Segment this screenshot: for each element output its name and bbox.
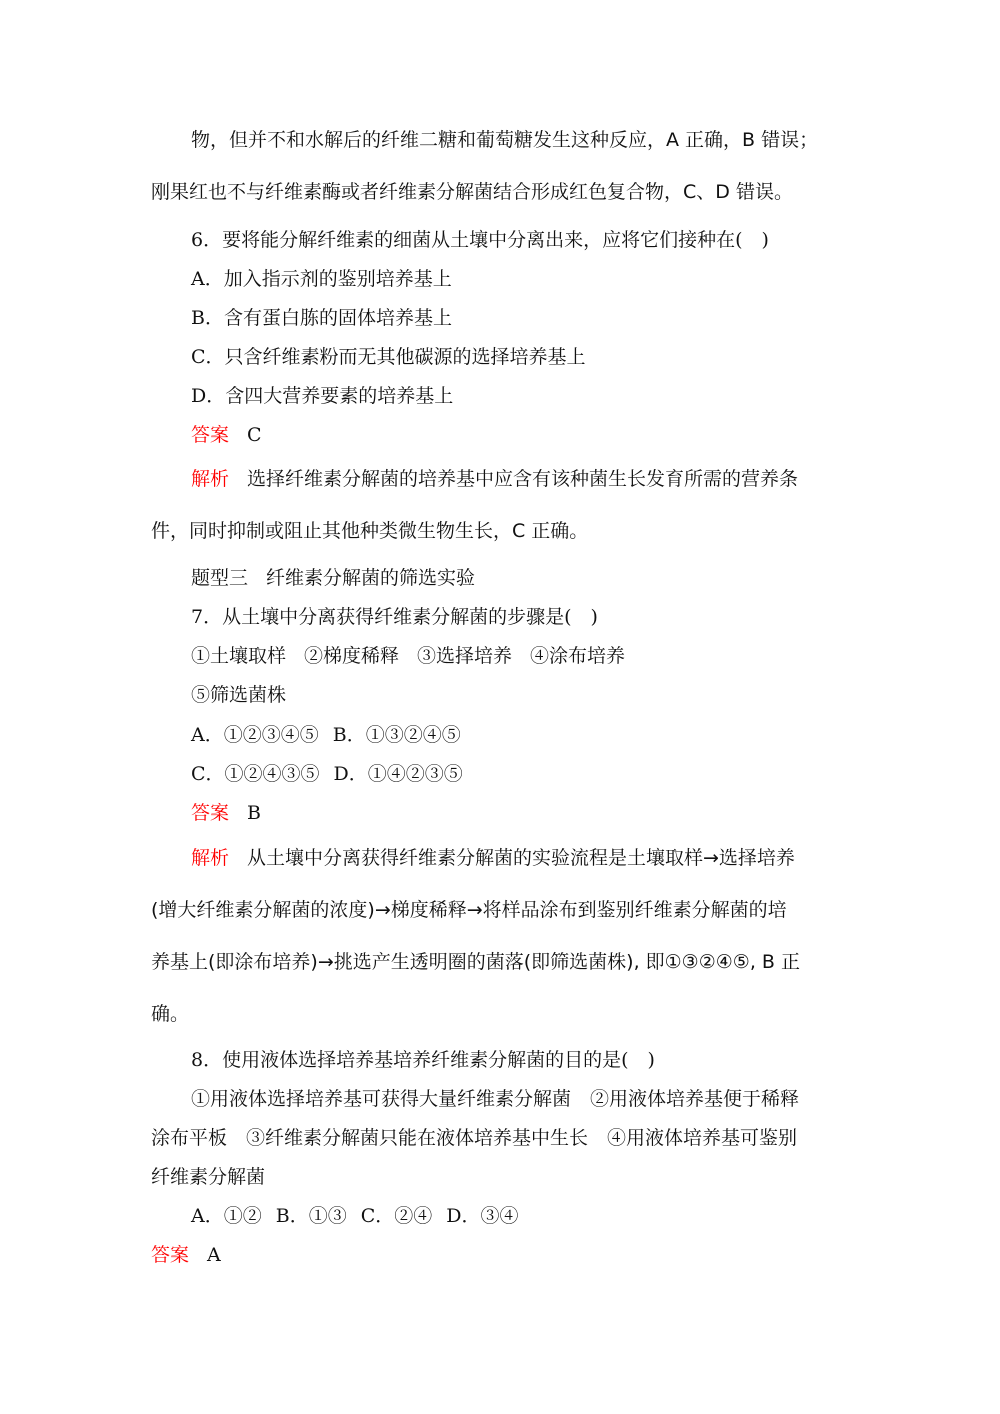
q6-option-d: D．含四大营养要素的培养基上 (191, 385, 454, 407)
step-2: ②梯度稀释 (304, 645, 400, 667)
analysis-label: 解析 (191, 468, 230, 490)
q8-statement-line-3: 纤维素分解菌 (151, 1166, 266, 1188)
q6-stem: 6．要将能分解纤维素的细菌从土壤中分离出来，应将它们接种在( ) (191, 229, 769, 251)
step-4: ④涂布培养 (530, 645, 626, 667)
section-title: 纤维素分解菌的筛选实验 (266, 567, 476, 589)
q8-option-a: A．①② (191, 1205, 262, 1227)
answer-value: C (247, 424, 262, 446)
q6-option-a: A．加入指示剂的鉴别培养基上 (191, 268, 452, 290)
answer-label: 答案 (191, 424, 230, 446)
q7-option-b: B．①③②④⑤ (332, 724, 461, 746)
q7-analysis-line-3: 养基上(即涂布培养)→挑选产生透明圈的菌落(即筛选菌株), 即①③②④⑤, B 正 (151, 951, 800, 973)
step-1: ①土壤取样 (191, 645, 287, 667)
prev-analysis-line-1: 物，但并不和水解后的纤维二糖和葡萄糖发生这种反应，A 正确，B 错误； (191, 129, 819, 151)
q7-analysis-line-4: 确。 (151, 1003, 190, 1025)
q8-option-d: D．③④ (446, 1205, 519, 1227)
analysis-text: 从土壤中分离获得纤维素分解菌的实验流程是土壤取样→选择培养 (247, 847, 795, 869)
prev-analysis-line-2: 刚果红也不与纤维素酶或者纤维素分解菌结合形成红色复合物，C、D 错误。 (151, 181, 793, 203)
answer-value: B (247, 802, 261, 824)
q7-options-row-1 (191, 723, 461, 747)
q8-options (191, 1204, 518, 1228)
q6-analysis-line-2: 件，同时抑制或阻止其他种类微生物生长，C 正确。 (151, 520, 589, 542)
analysis-label: 解析 (191, 847, 230, 869)
q6-analysis-line-1 (191, 467, 798, 491)
q8-answer (151, 1243, 221, 1267)
q7-option-c: C．①②④③⑤ (191, 763, 320, 785)
q7-options-row-2 (191, 762, 463, 786)
q7-analysis-line-1 (191, 846, 795, 870)
q8-statement-line-1: ①用液体选择培养基可获得大量纤维素分解菌 ②用液体培养基便于稀释 (191, 1088, 800, 1110)
q6-option-b: B．含有蛋白胨的固体培养基上 (191, 307, 452, 329)
section-label: 题型三 (191, 567, 249, 589)
answer-value: A (207, 1244, 221, 1266)
q7-option-d: D．①④②③⑤ (333, 763, 463, 785)
q7-steps-line-1 (191, 644, 625, 668)
analysis-text: 选择纤维素分解菌的培养基中应含有该种菌生长发育所需的营养条 (247, 468, 799, 490)
q8-option-b: B．①③ (275, 1205, 347, 1227)
q7-analysis-line-2: (增大纤维素分解菌的浓度)→梯度稀释→将样品涂布到鉴别纤维素分解菌的培 (151, 899, 787, 921)
q7-stem: 7．从土壤中分离获得纤维素分解菌的步骤是( ) (191, 606, 598, 628)
answer-label: 答案 (191, 802, 230, 824)
section-heading (191, 566, 475, 590)
q7-option-a: A．①②③④⑤ (191, 724, 319, 746)
q6-answer (191, 423, 262, 447)
q8-statement-line-2: 涂布平板 ③纤维素分解菌只能在液体培养基中生长 ④用液体培养基可鉴别 (151, 1127, 798, 1149)
step-3: ③选择培养 (417, 645, 513, 667)
answer-label: 答案 (151, 1244, 190, 1266)
q8-stem: 8．使用液体选择培养基培养纤维素分解菌的目的是( ) (191, 1049, 655, 1071)
q8-option-c: C．②④ (360, 1205, 433, 1227)
q7-answer (191, 801, 261, 825)
q7-steps-line-2: ⑤筛选菌株 (191, 684, 287, 706)
q6-option-c: C．只含纤维素粉而无其他碳源的选择培养基上 (191, 346, 586, 368)
